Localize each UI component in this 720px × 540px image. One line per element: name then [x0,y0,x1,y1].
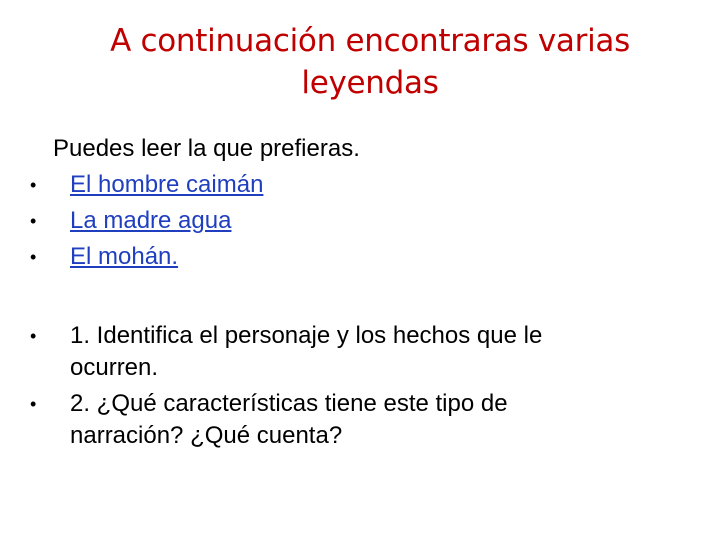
bullet-icon: • [30,394,37,414]
link-mohan[interactable]: El mohán. [70,243,179,270]
question-text: 2. ¿Qué características tiene este tipo de narración? ¿Qué cuenta? [70,390,508,449]
link-hombre-caiman[interactable]: El hombre caimán [70,171,264,198]
legend-link-list [30,167,670,275]
list-item [30,203,670,239]
slide-body [30,131,670,456]
question-item [30,388,670,452]
bullet-icon: • [30,247,37,267]
slide-title-line-2: leyendas [301,65,439,101]
intro-text: Puedes leer la que prefieras. [53,135,360,162]
bullet-icon: • [30,175,37,195]
slide-title-line-1: A continuación encontraras varias [110,23,630,59]
list-item [30,167,670,203]
question-item [30,320,670,384]
question-list [30,320,670,452]
bullet-icon: • [30,211,37,231]
list-item [30,239,670,275]
slide-title [40,20,700,104]
question-text: 1. Identifica el personaje y los hechos que le ocurren. [70,322,543,381]
link-madre-agua[interactable]: La madre agua [70,207,232,234]
bullet-icon: • [30,326,37,346]
